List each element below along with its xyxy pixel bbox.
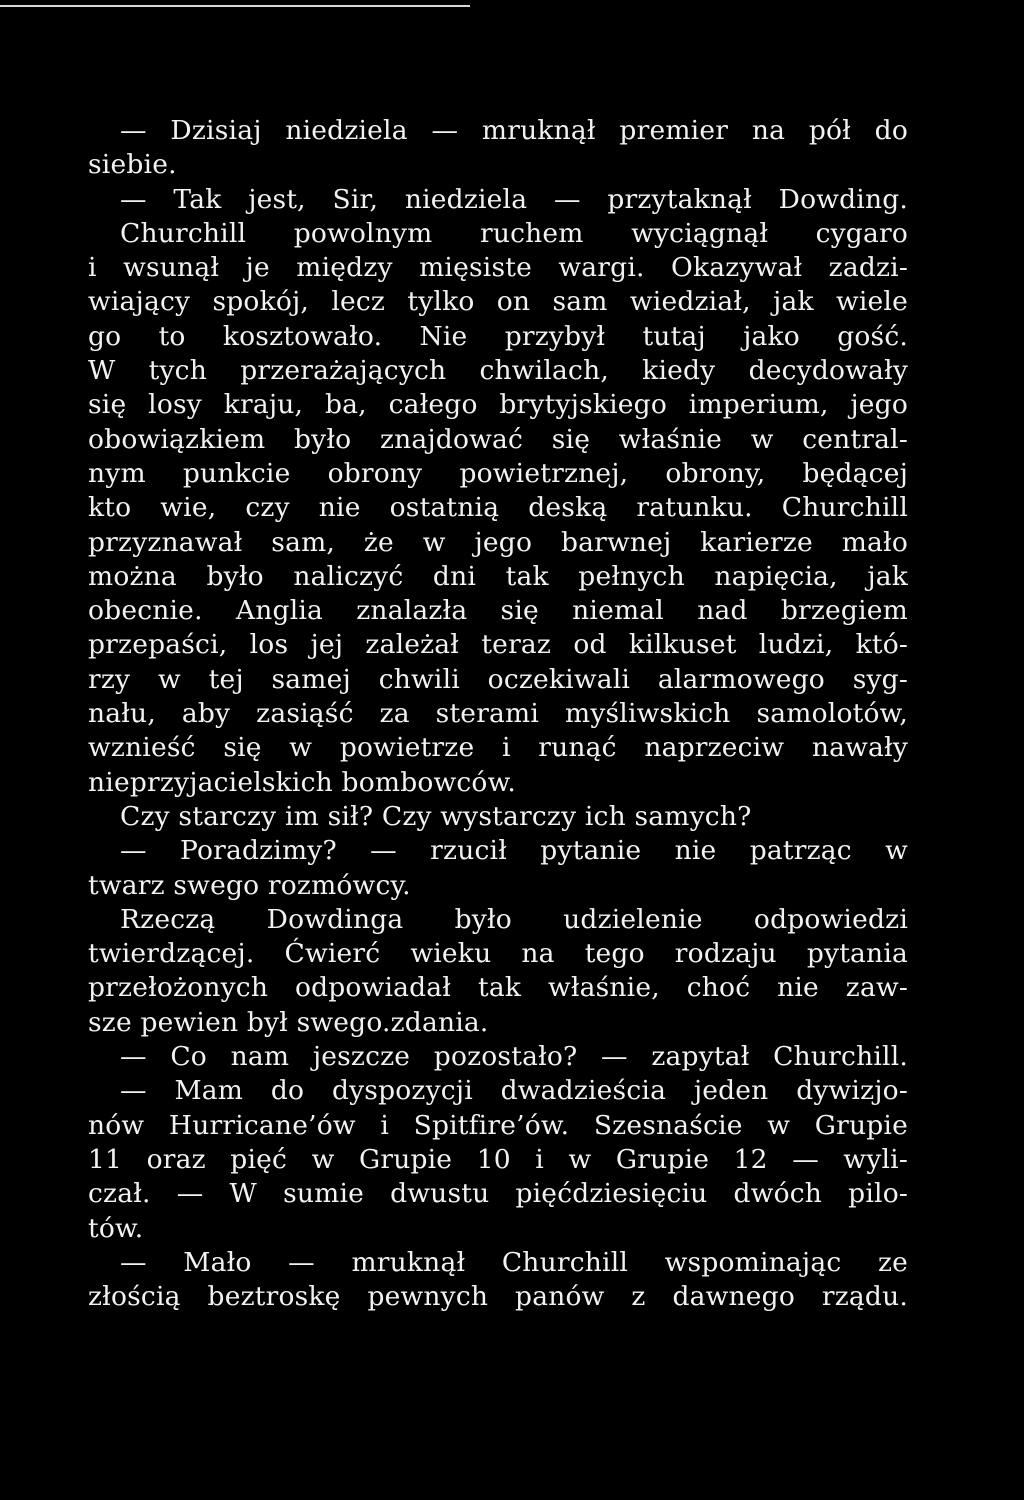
text-line: przepaści, los jej zależał teraz od kilkuset ludzi, któ- <box>88 629 908 661</box>
text-line: — Co nam jeszcze pozostało? — zapytał Churchill. <box>120 1041 908 1073</box>
text-line: 11 oraz pięć w Grupie 10 i w Grupie 12 — wyli- <box>88 1143 908 1175</box>
text-line: czał. — W sumie dwustu pięćdziesięciu dwóch pilo- <box>88 1178 908 1210</box>
text-line: rzy w tej samej chwili oczekiwali alarmowego syg- <box>88 663 908 695</box>
text-line: przyznawał sam, że w jego barwnej karierze mało <box>88 526 908 558</box>
text-line: przełożonych odpowiadał tak właśnie, choć nie zaw- <box>88 972 908 1004</box>
text-line: — Poradzimy? — rzucił pytanie nie patrząc w <box>120 835 908 867</box>
text-line: i wsunął je między mięsiste wargi. Okazywał zadzi- <box>88 252 908 284</box>
text-line: — Mam do dyspozycji dwadzieścia jeden dywizjo- <box>120 1075 908 1107</box>
body-text <box>88 114 908 1314</box>
top-rule <box>0 5 470 7</box>
text-line: W tych przerażających chwilach, kiedy decydowały <box>88 355 908 387</box>
text-line: nieprzyjacielskich bombowców. <box>88 766 516 798</box>
text-line: można było naliczyć dni tak pełnych napięcia, jak <box>88 560 908 592</box>
text-line: — Mało — mruknął Churchill wspominając ze <box>120 1246 908 1278</box>
text-line: tów. <box>88 1212 144 1244</box>
text-line: obowiązkiem było znajdować się właśnie w central- <box>88 423 908 455</box>
text-line: się losy kraju, ba, całego brytyjskiego imperium, jego <box>88 389 908 421</box>
text-line: siebie. <box>88 149 177 181</box>
text-line: nów Hurricane’ów i Spitfire’ów. Szesnaście w Grupie <box>88 1109 908 1141</box>
text-line: wiający spokój, lecz tylko on sam wiedział, jak wiele <box>88 286 908 318</box>
text-line: złością beztroskę pewnych panów z dawnego rządu. <box>88 1281 908 1313</box>
text-line: sze pewien był swego.zdania. <box>88 1006 489 1038</box>
text-line: twierdzącej. Ćwierć wieku na tego rodzaju pytania <box>88 938 908 970</box>
text-line: Czy starczy im sił? Czy wystarczy ich samych? <box>120 800 752 832</box>
text-line: go to kosztowało. Nie przybył tutaj jako gość. <box>88 320 908 352</box>
text-line: — Tak jest, Sir, niedziela — przytaknął Dowding. <box>120 183 908 215</box>
text-line: Rzeczą Dowdinga było udzielenie odpowiedzi <box>120 903 908 935</box>
text-line: kto wie, czy nie ostatnią deską ratunku. Churchill <box>88 492 908 524</box>
text-line: nału, aby zasiąść za sterami myśliwskich samolotów, <box>88 698 908 730</box>
text-line: Churchill powolnym ruchem wyciągnął cygaro <box>120 217 908 249</box>
text-line: obecnie. Anglia znalazła się niemal nad brzegiem <box>88 595 908 627</box>
text-line: twarz swego rozmówcy. <box>88 869 411 901</box>
text-line: wznieść się w powietrze i runąć naprzeciw nawały <box>88 732 908 764</box>
text-line: — Dzisiaj niedziela — mruknął premier na pół do <box>120 115 908 146</box>
text-line: nym punkcie obrony powietrznej, obrony, będącej <box>88 457 908 489</box>
